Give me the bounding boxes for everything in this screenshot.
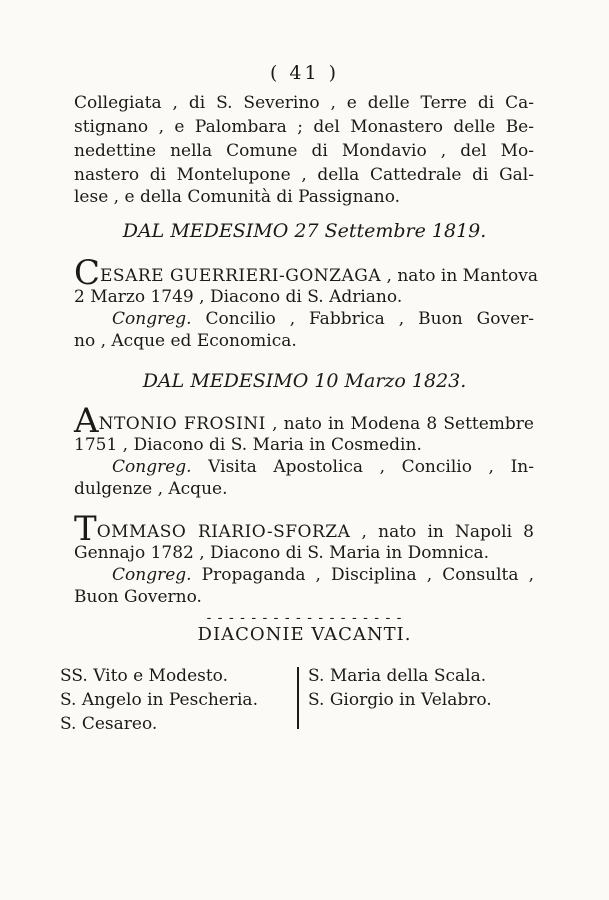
intro-line: lese , e della Comunità di Passignano. [74,187,401,207]
drop-capital: T [74,509,97,549]
cardinal-name: OMMASO RIARIO-SFORZA [96,522,351,542]
congreg-line: dulgenze , Acque. [74,479,228,499]
entry-line: 1751 , Diacono di S. Maria in Cosmedin. [74,435,422,455]
page-number: ( 41 ) [269,62,340,84]
congreg-text: Propaganda , Disciplina , Consulta , [201,565,535,585]
entry-text: , nato in Mantova [386,266,538,286]
drop-capital: A [74,401,99,441]
vacant-item: S. Maria della Scala. [308,666,487,686]
intro-line: nedettine nella Comune di Mondavio , del Mo- [74,141,534,161]
separator-rule: - - - - - - - - - - - - - - - - - - [206,610,403,626]
entry-text: , nato in Modena 8 Settembre [272,414,534,434]
section-heading: DAL MEDESIMO 10 Marzo 1823. [142,370,467,392]
congreg-label: Congreg. [112,565,192,585]
intro-line: stignano , e Palombara ; del Monastero delle Be- [74,117,534,137]
congreg-label: Congreg. [112,457,192,477]
entry-text: , nato in Napoli 8 [361,522,535,542]
vacant-item: S. Giorgio in Velabro. [308,690,492,710]
cardinal-name: ESARE GUERRIERI-GONZAGA [100,266,382,286]
entry-line [74,509,535,549]
vacant-title: DIACONIE VACANTI. [197,624,412,645]
vacant-item: S. Angelo in Pescheria. [60,690,258,710]
vacant-right-column [308,664,492,712]
congreg-line [112,564,534,586]
congreg-line [112,456,534,478]
vacant-item: SS. Vito e Modesto. [60,666,229,686]
entry-line: Gennajo 1782 , Diacono di S. Maria in Domnica. [74,543,490,563]
congreg-line: Buon Governo. [74,587,202,607]
congreg-text: Concilio , Fabbrica , Buon Gover- [205,309,535,329]
drop-capital: C [74,253,101,293]
intro-line: Collegiata , di S. Severino , e delle Terre di Ca- [74,93,534,113]
vacant-item: S. Cesareo. [60,714,158,734]
intro-line: nastero di Montelupone , della Cattedrale di Gal- [74,165,534,185]
entry-line: 2 Marzo 1749 , Diacono di S. Adriano. [74,287,403,307]
vacant-left-column [60,664,258,736]
congreg-label: Congreg. [112,309,192,329]
entry-line [74,401,534,441]
section-heading: DAL MEDESIMO 27 Settembre 1819. [122,220,487,242]
congreg-line: no , Acque ed Economica. [74,331,297,351]
congreg-text: Visita Apostolica , Concilio , In- [208,457,534,477]
congreg-line [112,308,534,330]
column-divider [297,667,299,729]
cardinal-name: NTONIO FROSINI [98,414,266,434]
entry-line [74,253,538,293]
